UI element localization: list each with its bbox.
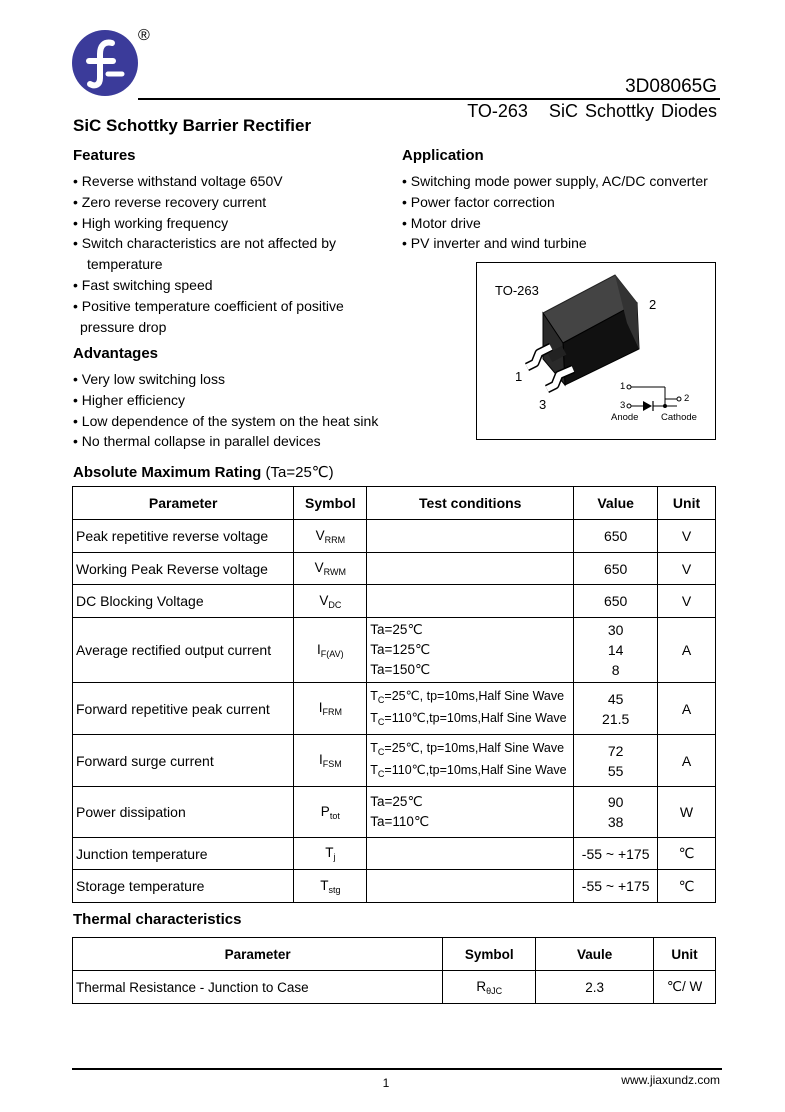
- company-logo: [72, 30, 138, 96]
- unit-cell: ℃: [658, 838, 716, 870]
- document-title: SiC Schottky Barrier Rectifier: [73, 116, 312, 135]
- value-cell: 2.3: [536, 971, 654, 1004]
- absolute-max-rating-table: [72, 486, 716, 903]
- footer-rule: [72, 1068, 722, 1070]
- conditions-cell: [367, 585, 574, 618]
- col-header-parameter: Parameter: [73, 487, 294, 520]
- param-cell: DC Blocking Voltage: [73, 585, 294, 618]
- conditions-cell: [367, 553, 574, 585]
- advantage-item: • Very low switching loss: [73, 371, 225, 387]
- conditions-cell: [367, 787, 574, 838]
- col-header-unit: Unit: [654, 938, 716, 971]
- col-header-value: Value: [574, 487, 658, 520]
- symbol-cell: [294, 618, 367, 683]
- param-cell: Working Peak Reverse voltage: [73, 553, 294, 585]
- feature-item: • Switch characteristics are not affected by: [73, 235, 336, 252]
- table-header-row: [73, 487, 716, 520]
- condition-line: Ta=125℃: [370, 642, 431, 657]
- page-number: 1: [382, 1076, 390, 1090]
- symbol-main: V: [314, 560, 324, 575]
- symbol-subscript: tot: [329, 810, 340, 821]
- feature-item: • Positive temperature coefficient of positive: [73, 297, 344, 314]
- symbol-subscript: stg: [328, 884, 341, 895]
- value-line: 45: [607, 690, 624, 707]
- symbol-cell: [294, 520, 367, 553]
- value-cell: -55 ~ +175: [574, 870, 658, 903]
- symbol-subscript: RRM: [324, 534, 346, 545]
- symbol-cell: [294, 585, 367, 618]
- condition-line: $T_C=110℃,tp=10ms,Half$ Sine Wave: [370, 762, 567, 779]
- advantage-item: • Low dependence of the system on the heat sink: [73, 412, 379, 429]
- package-subtitle: TO-263 SiC Schottky Diodes: [467, 101, 717, 121]
- symbol-main: P: [320, 803, 330, 819]
- col-header-parameter: Parameter: [73, 938, 443, 971]
- symbol-main: V: [315, 527, 325, 543]
- condition-line: Ta=25℃: [370, 794, 423, 809]
- table-row: [73, 971, 716, 1004]
- unit-cell: W: [658, 787, 716, 838]
- value-cell: [574, 683, 658, 735]
- param-cell: Peak repetitive reverse voltage: [73, 520, 294, 553]
- symbol-subscript: F(AV): [320, 648, 344, 659]
- unit-cell: A: [658, 735, 716, 787]
- table-row: [73, 787, 716, 838]
- table-row: [73, 735, 716, 787]
- feature-item-continued: pressure drop: [80, 318, 167, 335]
- feature-item: • Reverse withstand voltage 650V: [73, 173, 283, 189]
- value-line: 8: [611, 662, 620, 678]
- table-row: [73, 553, 716, 585]
- features-heading: Features: [73, 147, 136, 164]
- param-cell: Average rectified output current: [73, 618, 294, 683]
- value-line: 38: [607, 814, 624, 830]
- cathode-label: Cathode: [661, 412, 697, 423]
- advantages-list: [73, 369, 378, 452]
- symbol-main: I: [317, 641, 321, 657]
- pin2-label: 2: [649, 297, 657, 312]
- symbol-cell: [294, 787, 367, 838]
- schematic-pin3-label: 3: [620, 400, 626, 411]
- thermal-table: [72, 937, 716, 1004]
- feature-item: • Zero reverse recovery current: [73, 193, 267, 210]
- symbol-main: V: [319, 592, 329, 608]
- application-item: • Power factor correction: [402, 193, 555, 210]
- conditions-cell: [367, 520, 574, 553]
- symbol-subscript: RWM: [323, 567, 346, 577]
- value-cell: [574, 735, 658, 787]
- col-header-symbol: Symbol: [443, 938, 536, 971]
- conditions-cell: [367, 618, 574, 683]
- param-cell: Storage temperature: [73, 870, 294, 903]
- application-item: • Switching mode power supply, AC/DC converter: [402, 173, 708, 189]
- symbol-subscript: FRM: [322, 707, 342, 717]
- value-cell: [574, 787, 658, 838]
- symbol-main: R: [476, 978, 487, 994]
- pin1-label: 1: [515, 369, 523, 384]
- symbol-cell: [294, 553, 367, 585]
- unit-cell: ℃/ W: [654, 971, 716, 1004]
- value-line: 21.5: [602, 710, 630, 727]
- col-header-value: Vaule: [536, 938, 654, 971]
- value-cell: 650: [574, 520, 658, 553]
- unit-cell: A: [658, 618, 716, 683]
- symbol-subscript: DC: [328, 599, 342, 610]
- unit-cell: V: [658, 585, 716, 618]
- registered-mark: ®: [138, 27, 150, 44]
- logo-f-glyph-icon: [72, 30, 138, 96]
- conditions-cell: [367, 735, 574, 787]
- amr-title: Absolute Maximum Rating: [73, 464, 262, 481]
- param-cell: Thermal Resistance - Junction to Case: [73, 971, 443, 1004]
- package-name-label: TO-263: [495, 283, 539, 298]
- feature-item-continued: temperature: [87, 256, 163, 273]
- param-cell: Forward surge current: [73, 735, 294, 787]
- table-header-row: [73, 938, 716, 971]
- condition-line: $T_C=110℃,tp=10ms,Half$ Sine Wave: [370, 710, 567, 727]
- advantages-heading: Advantages: [73, 345, 159, 362]
- schematic-pin1-label: 1: [620, 381, 626, 392]
- table-row: [73, 618, 716, 683]
- application-item: • PV inverter and wind turbine: [402, 235, 587, 252]
- unit-cell: V: [658, 553, 716, 585]
- application-heading: Application: [402, 147, 484, 164]
- unit-cell: V: [658, 520, 716, 553]
- condition-line: $T_C=25℃$, tp=10ms,Half Sine Wave: [370, 740, 565, 757]
- table-row: [73, 683, 716, 735]
- table-row: [73, 585, 716, 618]
- param-cell: Forward repetitive peak current: [73, 683, 294, 735]
- package-figure: [476, 262, 716, 440]
- pin3-label: 3: [539, 397, 547, 412]
- thermal-title: Thermal characteristics: [73, 911, 242, 928]
- header-rule: [138, 98, 720, 100]
- value-cell: -55 ~ +175: [574, 838, 658, 870]
- value-line: 72: [607, 742, 624, 759]
- col-header-symbol: Symbol: [294, 487, 367, 520]
- symbol-main: I: [318, 700, 323, 715]
- symbol-subscript: j: [333, 852, 336, 862]
- feature-item: • Fast switching speed: [73, 276, 213, 293]
- symbol-main: I: [318, 752, 323, 767]
- unit-cell: A: [658, 683, 716, 735]
- symbol-cell: [294, 870, 367, 903]
- condition-line: Ta=110℃: [370, 814, 430, 829]
- table-row: [73, 870, 716, 903]
- param-cell: Junction temperature: [73, 838, 294, 870]
- value-line: 90: [607, 794, 624, 810]
- features-list: [73, 171, 344, 337]
- schematic-pin2-label: 2: [684, 393, 690, 404]
- symbol-cell: [294, 683, 367, 735]
- feature-item: • High working frequency: [73, 214, 229, 231]
- condition-line: Ta=25℃: [370, 622, 423, 637]
- col-header-unit: Unit: [658, 487, 716, 520]
- symbol-subscript: FSM: [322, 759, 342, 769]
- application-list: [402, 171, 708, 254]
- amr-title-condition: (Ta=25℃): [261, 464, 334, 481]
- param-cell: Power dissipation: [73, 787, 294, 838]
- amr-title-line: [73, 463, 334, 481]
- conditions-cell: [367, 683, 574, 735]
- part-number: 3D08065G: [625, 76, 717, 97]
- unit-cell: ℃: [658, 870, 716, 903]
- table-row: [73, 520, 716, 553]
- symbol-subscript: θJC: [486, 985, 503, 996]
- table-row: [73, 838, 716, 870]
- conditions-cell: [367, 838, 574, 870]
- symbol-cell: [294, 838, 367, 870]
- advantage-item: • Higher efficiency: [73, 391, 186, 408]
- symbol-cell: [294, 735, 367, 787]
- symbol-main: T: [325, 845, 334, 860]
- value-line: 14: [607, 642, 624, 658]
- advantage-item: • No thermal collapse in parallel devices: [73, 433, 321, 450]
- value-cell: [574, 618, 658, 683]
- application-item: • Motor drive: [402, 214, 481, 231]
- anode-label: Anode: [611, 412, 639, 423]
- conditions-cell: [367, 870, 574, 903]
- value-line: 30: [607, 622, 624, 638]
- col-header-test-conditions: Test conditions: [367, 487, 574, 520]
- symbol-main: T: [320, 877, 329, 893]
- value-cell: 650: [574, 585, 658, 618]
- symbol-cell: [443, 971, 536, 1004]
- condition-line: Ta=150℃: [370, 662, 431, 677]
- footer-url: www.jiaxundz.com: [621, 1073, 720, 1087]
- value-line: 55: [607, 762, 624, 779]
- condition-line: $T_C=25℃$, tp=10ms,Half Sine Wave: [370, 688, 565, 705]
- value-cell: 650: [574, 553, 658, 585]
